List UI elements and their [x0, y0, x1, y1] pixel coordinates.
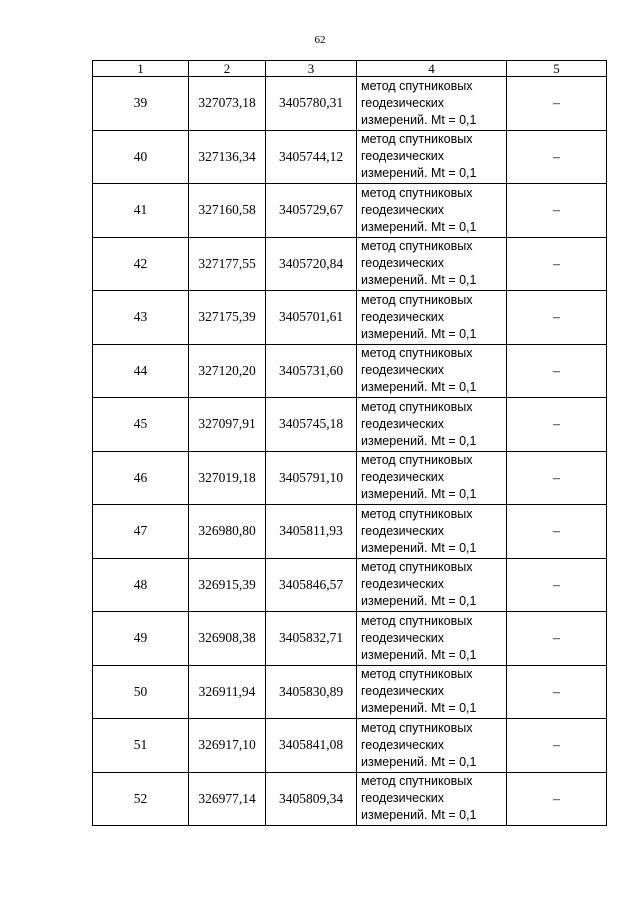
method-line: геодезических	[361, 470, 445, 485]
method-line: метод спутниковых	[361, 506, 473, 521]
method-cell	[357, 77, 507, 131]
method-line: измерений. Mt = 0,1	[361, 754, 477, 769]
x-coordinate-cell: 327136,34	[189, 130, 266, 184]
method-line: измерений. Mt = 0,1	[361, 380, 477, 395]
method-cell	[357, 130, 507, 184]
y-coordinate-cell: 3405811,93	[266, 505, 357, 559]
x-coordinate-cell: 327019,18	[189, 451, 266, 505]
note-cell: –	[507, 291, 607, 345]
table-row	[93, 772, 607, 826]
y-coordinate-cell: 3405841,08	[266, 719, 357, 773]
method-cell	[357, 291, 507, 345]
method-line: метод спутниковых	[361, 292, 473, 307]
table-row	[93, 665, 607, 719]
method-line: измерений. Mt = 0,1	[361, 594, 477, 609]
method-line: измерений. Mt = 0,1	[361, 487, 477, 502]
x-coordinate-cell: 327177,55	[189, 237, 266, 291]
header-col-4: 4	[357, 61, 507, 77]
point-number-cell: 44	[93, 344, 189, 398]
method-line: измерений. Mt = 0,1	[361, 112, 477, 127]
method-cell	[357, 772, 507, 826]
method-line: метод спутниковых	[361, 774, 473, 789]
point-number-cell: 48	[93, 558, 189, 612]
note-cell: –	[507, 719, 607, 773]
table-row	[93, 344, 607, 398]
header-row	[93, 61, 607, 77]
point-number-cell: 41	[93, 184, 189, 238]
y-coordinate-cell: 3405830,89	[266, 665, 357, 719]
x-coordinate-cell: 327175,39	[189, 291, 266, 345]
header-col-1: 1	[93, 61, 189, 77]
method-line: геодезических	[361, 95, 445, 110]
x-coordinate-cell: 326911,94	[189, 665, 266, 719]
method-line: метод спутниковых	[361, 78, 473, 93]
x-coordinate-cell: 327160,58	[189, 184, 266, 238]
y-coordinate-cell: 3405809,34	[266, 772, 357, 826]
x-coordinate-cell: 326977,14	[189, 772, 266, 826]
note-cell: –	[507, 130, 607, 184]
header-col-5: 5	[507, 61, 607, 77]
method-cell	[357, 451, 507, 505]
table-row	[93, 184, 607, 238]
table-header	[93, 61, 607, 77]
method-line: геодезических	[361, 416, 445, 431]
method-line: измерений. Mt = 0,1	[361, 273, 477, 288]
method-line: геодезических	[361, 202, 445, 217]
point-number-cell: 46	[93, 451, 189, 505]
x-coordinate-cell: 326980,80	[189, 505, 266, 559]
method-line: метод спутниковых	[361, 453, 473, 468]
point-number-cell: 45	[93, 398, 189, 452]
method-line: метод спутниковых	[361, 560, 473, 575]
y-coordinate-cell: 3405744,12	[266, 130, 357, 184]
x-coordinate-cell: 326908,38	[189, 612, 266, 666]
coordinates-table	[92, 60, 607, 826]
note-cell: –	[507, 772, 607, 826]
note-cell: –	[507, 558, 607, 612]
note-cell: –	[507, 398, 607, 452]
x-coordinate-cell: 327073,18	[189, 77, 266, 131]
method-line: метод спутниковых	[361, 185, 473, 200]
method-line: измерений. Mt = 0,1	[361, 701, 477, 716]
point-number-cell: 47	[93, 505, 189, 559]
method-line: измерений. Mt = 0,1	[361, 808, 477, 823]
method-line: геодезических	[361, 256, 445, 271]
method-cell	[357, 612, 507, 666]
y-coordinate-cell: 3405791,10	[266, 451, 357, 505]
note-cell: –	[507, 184, 607, 238]
point-number-cell: 50	[93, 665, 189, 719]
method-line: геодезических	[361, 363, 445, 378]
method-line: измерений. Mt = 0,1	[361, 433, 477, 448]
method-line: геодезических	[361, 309, 445, 324]
x-coordinate-cell: 327120,20	[189, 344, 266, 398]
method-line: измерений. Mt = 0,1	[361, 540, 477, 555]
point-number-cell: 39	[93, 77, 189, 131]
table-row	[93, 451, 607, 505]
note-cell: –	[507, 237, 607, 291]
method-cell	[357, 398, 507, 452]
point-number-cell: 51	[93, 719, 189, 773]
method-line: измерений. Mt = 0,1	[361, 326, 477, 341]
y-coordinate-cell: 3405729,67	[266, 184, 357, 238]
method-line: геодезических	[361, 523, 445, 538]
note-cell: –	[507, 451, 607, 505]
method-cell	[357, 665, 507, 719]
point-number-cell: 49	[93, 612, 189, 666]
table-row	[93, 505, 607, 559]
table-row	[93, 237, 607, 291]
table-row	[93, 612, 607, 666]
y-coordinate-cell: 3405780,31	[266, 77, 357, 131]
table-row	[93, 398, 607, 452]
method-line: измерений. Mt = 0,1	[361, 219, 477, 234]
method-line: метод спутниковых	[361, 132, 473, 147]
page-number: 62	[314, 34, 326, 46]
method-line: метод спутниковых	[361, 399, 473, 414]
method-line: геодезических	[361, 737, 445, 752]
point-number-cell: 40	[93, 130, 189, 184]
table-row	[93, 291, 607, 345]
method-cell	[357, 237, 507, 291]
table-row	[93, 719, 607, 773]
method-line: метод спутниковых	[361, 346, 473, 361]
method-cell	[357, 184, 507, 238]
note-cell: –	[507, 665, 607, 719]
table-body	[93, 77, 607, 826]
y-coordinate-cell: 3405720,84	[266, 237, 357, 291]
header-col-2: 2	[189, 61, 266, 77]
method-cell	[357, 344, 507, 398]
point-number-cell: 43	[93, 291, 189, 345]
method-line: геодезических	[361, 630, 445, 645]
method-line: метод спутниковых	[361, 667, 473, 682]
x-coordinate-cell: 327097,91	[189, 398, 266, 452]
y-coordinate-cell: 3405731,60	[266, 344, 357, 398]
method-line: метод спутниковых	[361, 720, 473, 735]
method-cell	[357, 719, 507, 773]
note-cell: –	[507, 505, 607, 559]
y-coordinate-cell: 3405846,57	[266, 558, 357, 612]
note-cell: –	[507, 612, 607, 666]
method-line: геодезических	[361, 684, 445, 699]
method-line: геодезических	[361, 791, 445, 806]
method-line: геодезических	[361, 149, 445, 164]
y-coordinate-cell: 3405701,61	[266, 291, 357, 345]
table-row	[93, 130, 607, 184]
y-coordinate-cell: 3405745,18	[266, 398, 357, 452]
y-coordinate-cell: 3405832,71	[266, 612, 357, 666]
header-col-3: 3	[266, 61, 357, 77]
note-cell: –	[507, 77, 607, 131]
method-cell	[357, 505, 507, 559]
x-coordinate-cell: 326917,10	[189, 719, 266, 773]
method-line: метод спутниковых	[361, 239, 473, 254]
table-row	[93, 558, 607, 612]
x-coordinate-cell: 326915,39	[189, 558, 266, 612]
method-line: метод спутниковых	[361, 613, 473, 628]
method-cell	[357, 558, 507, 612]
point-number-cell: 52	[93, 772, 189, 826]
note-cell: –	[507, 344, 607, 398]
table-row	[93, 77, 607, 131]
method-line: измерений. Mt = 0,1	[361, 166, 477, 181]
method-line: геодезических	[361, 577, 445, 592]
method-line: измерений. Mt = 0,1	[361, 647, 477, 662]
point-number-cell: 42	[93, 237, 189, 291]
